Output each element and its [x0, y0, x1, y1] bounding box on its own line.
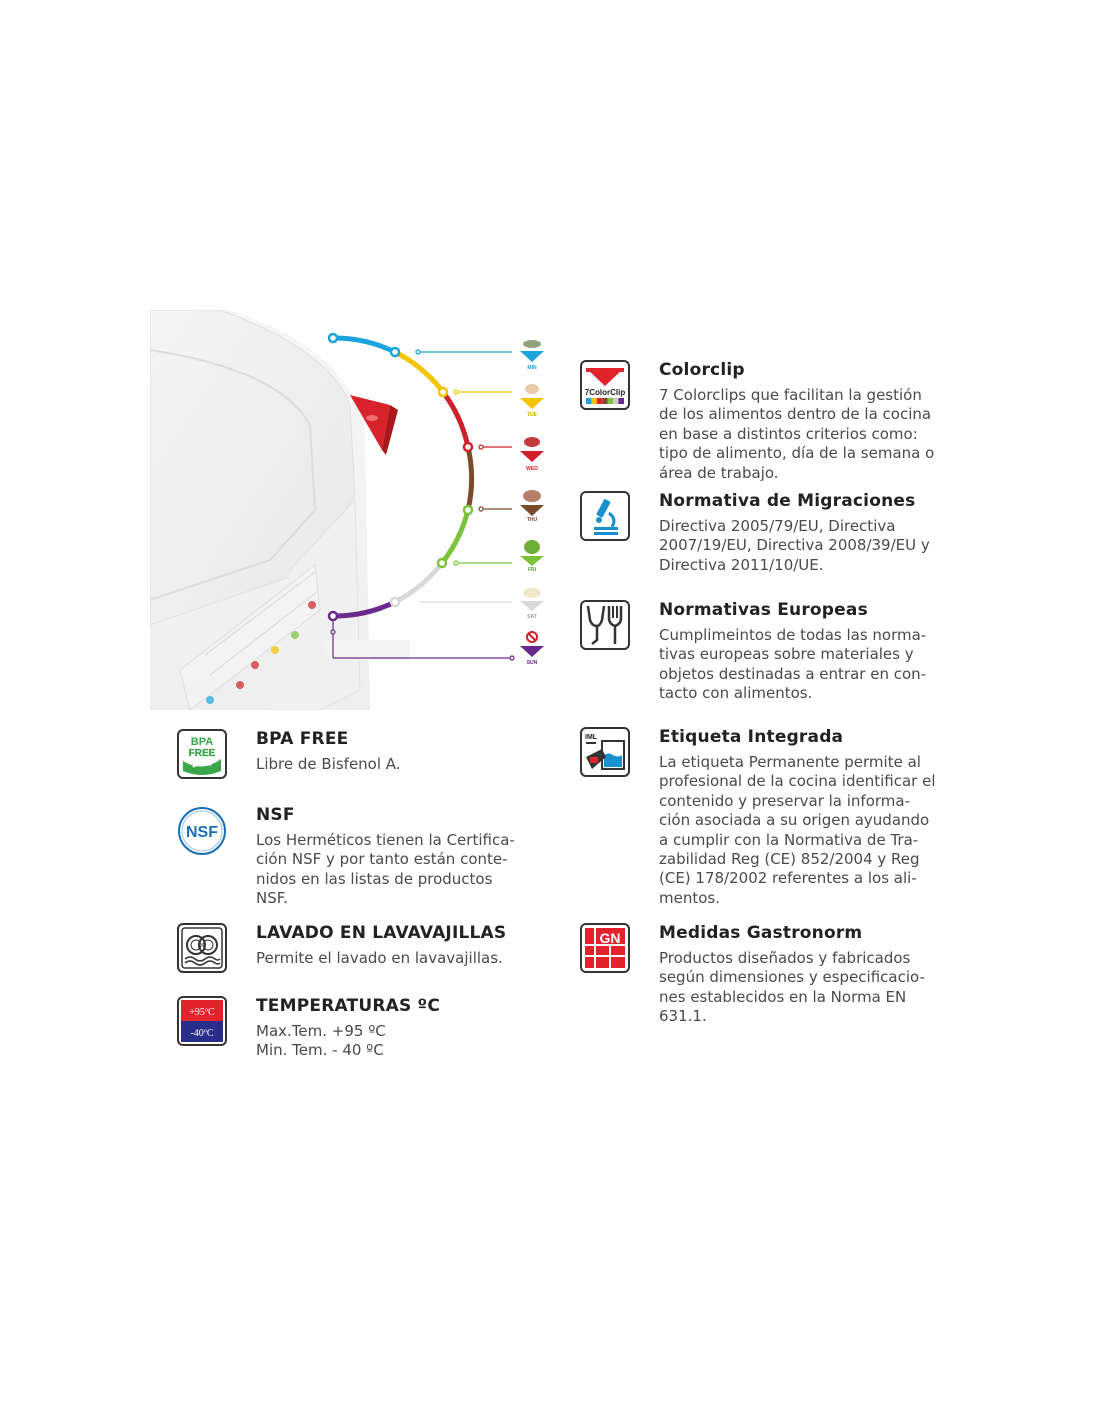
feature-description: La etiqueta Permanente permite al profesional de la cocina identificar el contenido y preservar la informa- ción asociada a su origen ayudando a cumplir con la Normativa de Tra- zabilidad Reg (CE) 852/2004 y Reg (CE) 178/2002 referentes a los ali- mentos.	[659, 753, 936, 907]
day-label-tue: TUE	[527, 412, 537, 418]
feature-description: Libre de Bisfenol A.	[256, 755, 401, 773]
gastronorm-icon	[580, 923, 630, 973]
colorclip-icon	[580, 360, 630, 410]
label-icon	[580, 727, 630, 777]
day-marker-min	[520, 340, 544, 371]
feature-description: Cumplimeintos de todas las norma- tivas europeas sobre materiales y objetos destinadas a entrar en con- tacto con alimentos.	[659, 626, 927, 703]
day-marker-fri	[520, 540, 544, 573]
day-label-min: MIN	[527, 365, 537, 371]
feature-description: Directiva 2005/79/EU, Directiva 2007/19/EU, Directiva 2008/39/EU y Directiva 2011/10/UE.	[659, 517, 930, 574]
svg-text:NSF: NSF	[186, 824, 218, 841]
svg-text:7ColorClip: 7ColorClip	[584, 388, 626, 397]
nsf-icon	[177, 805, 227, 855]
svg-text:-40ºC: -40ºC	[190, 1028, 214, 1039]
feature-description: Max.Tem. +95 ºC Min. Tem. - 40 ºC	[256, 1022, 386, 1060]
feature-description: Los Herméticos tienen la Certifica- ción NSF y por tanto están conte- nidos en las listas de productos NSF.	[256, 831, 515, 908]
feature-description: 7 Colorclips que facilitan la gestión de los alimentos dentro de la cocina en base a distintos criterios como: tipo de alimento, día de la semana o área de trabajo.	[659, 386, 935, 482]
svg-text:FREE: FREE	[188, 748, 216, 759]
day-label-thu: THU	[526, 517, 538, 523]
glass-fork-icon	[580, 600, 630, 650]
container-illustration	[150, 310, 560, 710]
day-label-sat: SAT	[527, 614, 537, 620]
dishwasher-icon	[177, 923, 227, 973]
product-figure	[150, 310, 560, 710]
day-marker-sun	[520, 632, 544, 666]
day-marker-thu	[520, 490, 544, 523]
feature-title: Normativa de Migraciones	[659, 491, 916, 511]
svg-text:+95ºC: +95ºC	[189, 1007, 215, 1018]
day-marker-sat	[520, 588, 544, 620]
day-label-wed: WED	[526, 466, 538, 472]
svg-text:BPA: BPA	[190, 736, 214, 748]
feature-description: Productos diseñados y fabricados según dimensiones y especificacio- nes establecidos en la Norma EN 631.1.	[659, 949, 925, 1026]
feature-title: Medidas Gastronorm	[659, 923, 863, 943]
feature-title: Etiqueta Integrada	[659, 727, 844, 747]
feature-description: Permite el lavado en lavavajillas.	[256, 949, 503, 967]
microscope-icon	[580, 491, 630, 541]
svg-text:GN: GN	[599, 930, 621, 946]
bpa-free-icon	[177, 729, 227, 779]
feature-title: Colorclip	[659, 360, 745, 380]
day-marker-tue	[520, 384, 544, 418]
feature-title: LAVADO EN LAVAVAJILLAS	[256, 923, 507, 943]
feature-title: NSF	[256, 805, 295, 825]
feature-title: Normativas Europeas	[659, 600, 868, 620]
temperature-icon	[177, 996, 227, 1046]
day-label-fri: FRI	[527, 567, 537, 573]
day-markers	[520, 340, 544, 666]
feature-title: TEMPERATURAS ºC	[256, 996, 440, 1016]
svg-text:IML: IML	[585, 734, 598, 741]
day-label-sun: SUN	[526, 660, 538, 666]
day-marker-wed	[520, 437, 544, 472]
feature-title: BPA FREE	[256, 729, 349, 749]
